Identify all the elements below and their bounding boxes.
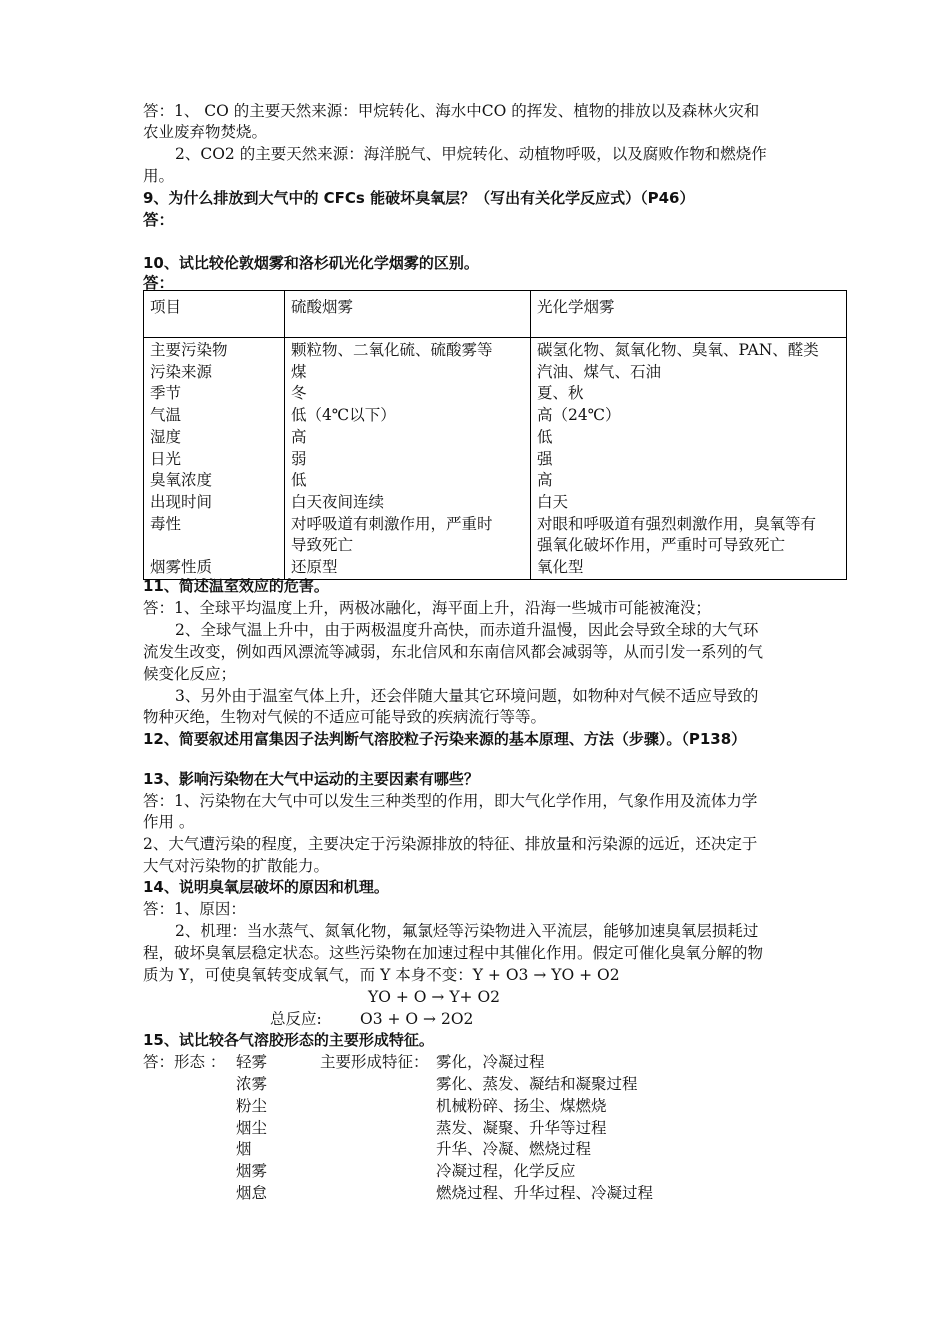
- q10-answer-label: 答：: [143, 273, 175, 292]
- sulfuric-cell: 冬: [291, 384, 307, 403]
- sulfuric-cell: 煤: [291, 362, 307, 381]
- item-cell: 污染来源: [150, 362, 213, 381]
- q8-answer-line-4: 用。: [143, 167, 175, 185]
- q13-answer-line-1: 答：1、污染物在大气中可以发生三种类型的作用，即大气化学作用，气象作用及流体力学: [143, 792, 758, 810]
- aerosol-form: 烟雾: [236, 1162, 268, 1180]
- q13-answer-line-2: 作用 。: [143, 813, 195, 831]
- photochemical-cell: 夏、秋: [537, 384, 584, 403]
- q14-total-reaction-equation: O3 + O → 2O2: [360, 1010, 474, 1028]
- q15-answer-label: 答：形态 ：: [143, 1053, 226, 1071]
- smog-comparison-table: [143, 290, 847, 580]
- aerosol-feature: 机械粉碎、扬尘、煤燃烧: [436, 1097, 607, 1115]
- photochemical-cell: 对眼和呼吸道有强烈刺激作用，臭氧等有: [537, 514, 817, 533]
- column-photochemical-smog: [531, 338, 847, 580]
- item-cell: [150, 535, 278, 557]
- item-cell: 气温: [150, 406, 182, 425]
- q9-answer-label: 答：: [143, 210, 175, 229]
- aerosol-feature: 蒸发、凝聚、升华等过程: [436, 1119, 607, 1137]
- aerosol-feature: 冷凝过程，化学反应: [436, 1162, 576, 1180]
- item-cell: 毒性: [150, 514, 182, 533]
- q15-title: 15、试比较各气溶胶形态的主要形成特征。: [143, 1031, 434, 1049]
- aerosol-form: 烟: [236, 1140, 252, 1158]
- q11-answer-line-5: 3、另外由于温室气体上升，还会伴随大量其它环境问题，如物种对气候不适应导致的: [175, 687, 759, 705]
- item-cell: 季节: [150, 384, 182, 403]
- aerosol-feature: 燃烧过程、升华过程、冷凝过程: [436, 1184, 654, 1202]
- q14-answer-line-1: 答：1、原因：: [143, 900, 246, 918]
- photochemical-cell: 高: [537, 471, 553, 490]
- q10-title: 10、试比较伦敦烟雾和洛杉矶光化学烟雾的区别。: [143, 254, 479, 272]
- aerosol-feature: 雾化，冷凝过程: [436, 1053, 545, 1071]
- sulfuric-cell: 高: [291, 427, 307, 446]
- aerosol-feature: 雾化、蒸发、凝结和凝聚过程: [436, 1075, 638, 1093]
- header-item: 项目: [144, 291, 285, 338]
- q11-answer-line-4: 候变化反应；: [143, 665, 237, 683]
- q15-feature-label: 主要形成特征：: [320, 1053, 429, 1071]
- header-photochemical-smog: 光化学烟雾: [531, 291, 847, 338]
- sulfuric-cell: 低（4℃以下）: [291, 406, 396, 425]
- sulfuric-cell: 还原型: [291, 558, 338, 577]
- item-cell: 出现时间: [150, 492, 213, 511]
- column-sulfuric-smog: [285, 338, 531, 580]
- sulfuric-cell: 白天夜间连续: [291, 492, 385, 511]
- photochemical-cell: 汽油、煤气、石油: [537, 362, 662, 381]
- photochemical-cell: 低: [537, 427, 553, 446]
- q12-title: 12、简要叙述用富集因子法判断气溶胶粒子污染来源的基本原理、方法（步骤）。（P138）: [143, 730, 747, 748]
- item-cell: 臭氧浓度: [150, 471, 213, 490]
- photochemical-cell: 高（24℃）: [537, 406, 621, 425]
- q11-answer-line-3: 流发生改变，例如西风漂流等减弱，东北信风和东南信风都会减弱等，从而引发一系列的气: [143, 643, 764, 661]
- q11-answer-line-2: 2、全球气温上升中，由于两极温度升高快，而赤道升温慢，因此会导致全球的大气环: [175, 621, 759, 639]
- photochemical-cell: 氧化型: [537, 558, 584, 577]
- sulfuric-cell: 对呼吸道有刺激作用，严重时: [291, 514, 493, 533]
- table-header-row: [144, 291, 847, 338]
- aerosol-form: 轻雾: [236, 1053, 268, 1071]
- q11-title: 11、简述温室效应的危害。: [143, 577, 329, 595]
- column-item: [144, 338, 285, 580]
- q13-title: 13、影响污染物在大气中运动的主要因素有哪些？: [143, 770, 479, 788]
- aerosol-form: 烟尘: [236, 1119, 268, 1137]
- q13-answer-line-3: 2、大气遭污染的程度，主要决定于污染源排放的特征、排放量和污染源的远近，还决定于: [143, 835, 758, 853]
- photochemical-cell: 白天: [537, 492, 569, 511]
- sulfuric-cell: 颗粒物、二氧化硫、硫酸雾等: [291, 341, 493, 359]
- photochemical-cell: 强氧化破坏作用，严重时可导致死亡: [537, 536, 786, 555]
- q14-title: 14、说明臭氧层破坏的原因和机理。: [143, 878, 389, 896]
- q14-total-reaction-label: 总反应:: [270, 1010, 322, 1028]
- q11-answer-line-6: 物种灭绝，生物对气候的不适应可能导致的疾病流行等等。: [143, 708, 547, 726]
- q8-answer-line-3: 2、CO2 的主要天然来源：海洋脱气、甲烷转化、动植物呼吸，以及腐败作物和燃烧作: [175, 145, 767, 163]
- aerosol-form: 烟怠: [236, 1184, 268, 1202]
- photochemical-cell: 碳氢化物、氮氧化物、臭氧、PAN、醛类: [537, 341, 819, 359]
- header-sulfuric-smog: 硫酸烟雾: [285, 291, 531, 338]
- item-cell: 日光: [150, 449, 182, 468]
- q9-title: 9、为什么排放到大气中的 CFCs 能破坏臭氧层？（写出有关化学反应式）（P46）: [143, 189, 695, 207]
- aerosol-feature: 升华、冷凝、燃烧过程: [436, 1140, 592, 1158]
- aerosol-form: 浓雾: [236, 1075, 268, 1093]
- q14-answer-line-3: 程，破坏臭氧层稳定状态。这些污染物在加速过程中其催化作用。假定可催化臭氧分解的物: [143, 944, 764, 962]
- q8-answer-line-2: 农业废弃物焚烧。: [143, 123, 268, 141]
- q8-answer-line-1: 答：1、 CO 的主要天然来源：甲烷转化、海水中CO 的挥发、植物的排放以及森林火灾和: [143, 102, 760, 120]
- sulfuric-cell: 导致死亡: [291, 536, 354, 555]
- aerosol-form: 粉尘: [236, 1097, 268, 1115]
- item-cell: 湿度: [150, 427, 182, 446]
- q14-equation-2: YO + O → Y+ O2: [368, 988, 501, 1006]
- q11-answer-line-1: 答：1、全球平均温度上升，两极冰融化，海平面上升，沿海一些城市可能被淹没；: [143, 599, 711, 617]
- q13-answer-line-4: 大气对污染物的扩散能力。: [143, 857, 330, 875]
- sulfuric-cell: 弱: [291, 449, 307, 468]
- sulfuric-cell: 低: [291, 471, 307, 490]
- q14-answer-line-4: 质为 Y，可使臭氧转变成氧气，而 Y 本身不变：Y + O3 → YO + O2: [143, 966, 620, 984]
- table-body-row: [144, 338, 847, 580]
- item-cell: 主要污染物: [150, 341, 228, 359]
- photochemical-cell: 强: [537, 449, 553, 468]
- item-cell: 烟雾性质: [150, 558, 213, 577]
- q14-answer-line-2: 2、机理：当水蒸气、氮氧化物，氟氯烃等污染物进入平流层，能够加速臭氧层损耗过: [175, 922, 759, 940]
